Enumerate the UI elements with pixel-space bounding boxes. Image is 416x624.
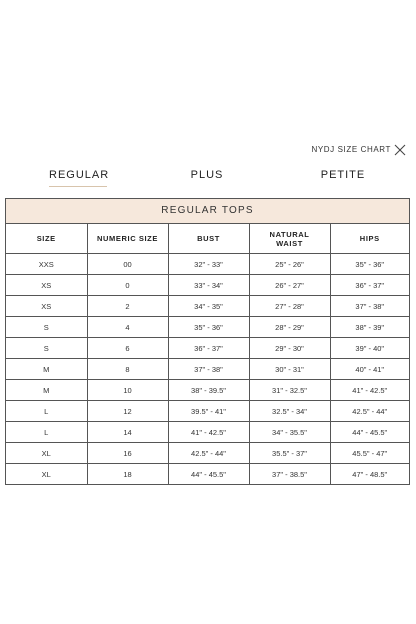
cell-bust: 38" - 39.5" [168,380,249,401]
cell-hips: 45.5" - 47" [330,443,409,464]
cell-natural-waist: 28" - 29" [249,317,330,338]
column-header-hips: HIPS [330,224,409,254]
cell-size: S [6,317,87,338]
column-header-natural-waist [249,224,330,254]
cell-hips: 42.5" - 44" [330,401,409,422]
table-row [6,401,409,422]
cell-size: XS [6,296,87,317]
cell-natural-waist: 29" - 30" [249,338,330,359]
cell-bust: 41" - 42.5" [168,422,249,443]
cell-hips: 40" - 41" [330,359,409,380]
cell-hips: 37" - 38" [330,296,409,317]
table-body [6,254,409,485]
cell-bust: 33" - 34" [168,275,249,296]
table-row [6,275,409,296]
close-icon[interactable] [393,143,407,157]
table-row [6,359,409,380]
cell-size: L [6,401,87,422]
cell-size: XL [6,443,87,464]
size-chart-header [311,141,407,159]
cell-hips: 44" - 45.5" [330,422,409,443]
cell-hips: 36" - 37" [330,275,409,296]
table-row [6,338,409,359]
cell-bust: 39.5" - 41" [168,401,249,422]
table-row [6,296,409,317]
table-row [6,317,409,338]
cell-natural-waist: 30" - 31" [249,359,330,380]
table-row [6,464,409,485]
cell-bust: 37" - 38" [168,359,249,380]
cell-natural-waist: 35.5" - 37" [249,443,330,464]
cell-size: M [6,380,87,401]
cell-bust: 42.5" - 44" [168,443,249,464]
cell-natural-waist: 37" - 38.5" [249,464,330,485]
cell-size: L [6,422,87,443]
tab-petite[interactable]: PETITE [320,169,366,181]
cell-numeric-size: 0 [87,275,168,296]
size-table-grid [6,224,409,484]
cell-bust: 36" - 37" [168,338,249,359]
column-header-numeric-size: NUMERIC SIZE [87,224,168,254]
cell-size: XS [6,275,87,296]
cell-hips: 47" - 48.5" [352,469,388,479]
size-chart-table [5,198,410,485]
cell-numeric-size: 6 [87,338,168,359]
size-category-tabs [0,166,416,188]
tab-regular[interactable]: REGULAR [49,166,107,187]
cell-numeric-size: 8 [87,359,168,380]
column-header-natural-waist-label: NATURAL WAIST [269,229,310,248]
cell-size: M [6,359,87,380]
cell-natural-waist: 32.5" - 34" [249,401,330,422]
cell-hips: 35" - 36" [330,254,409,275]
cell-numeric-size: 12 [87,401,168,422]
table-row [6,422,409,443]
cell-size: XXS [6,254,87,275]
cell-numeric-size: 16 [87,443,168,464]
cell-numeric-size: 00 [87,254,168,275]
cell-hips: 38" - 39" [330,317,409,338]
size-chart-title: NYDJ SIZE CHART [311,145,391,154]
cell-numeric-size: 4 [87,317,168,338]
cell-numeric-size: 18 [87,464,168,485]
cell-natural-waist: 25" - 26" [249,254,330,275]
table-caption: REGULAR TOPS [6,199,409,224]
cell-hips: 39" - 40" [330,338,409,359]
cell-bust: 32" - 33" [168,254,249,275]
cell-natural-waist: 34" - 35.5" [249,422,330,443]
table-row [6,380,409,401]
cell-natural-waist: 27" - 28" [249,296,330,317]
column-header-bust: BUST [168,224,249,254]
cell-natural-waist: 26" - 27" [249,275,330,296]
table-header-row [6,224,409,254]
cell-bust: 35" - 36" [168,317,249,338]
cell-natural-waist: 31" - 32.5" [249,380,330,401]
tab-plus[interactable]: PLUS [190,169,224,181]
table-row [6,443,409,464]
cell-size: S [6,338,87,359]
cell-numeric-size: 2 [87,296,168,317]
table-row [6,254,409,275]
cell-numeric-size: 10 [87,380,168,401]
cell-hips: 41" - 42.5" [330,380,409,401]
column-header-size: SIZE [6,224,87,254]
cell-bust: 44" - 45.5" [168,464,249,485]
cell-size: XL [6,464,87,485]
cell-numeric-size: 14 [87,422,168,443]
cell-bust: 34" - 35" [168,296,249,317]
